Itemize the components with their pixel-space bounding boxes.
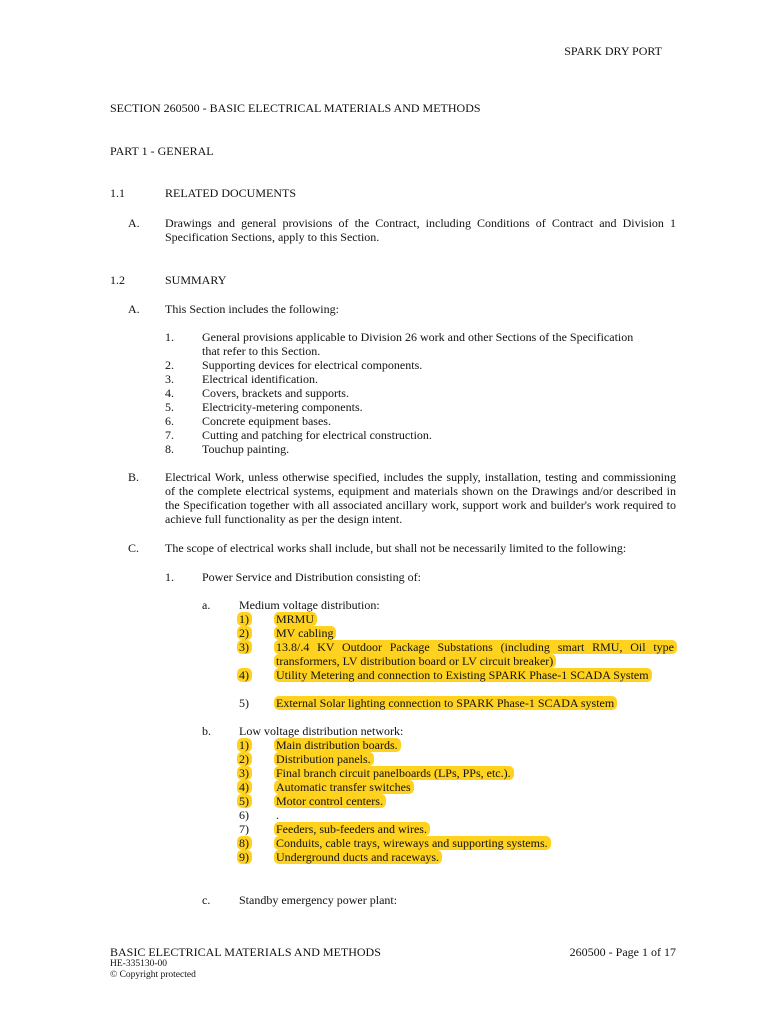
s11-a-label: A. [128, 216, 140, 230]
s12-c-text: The scope of electrical works shall include, but shall not be necessarily limited to the following: [165, 541, 627, 555]
a-title: Medium voltage distribution: [239, 598, 380, 612]
b-item: Underground ducts and raceways. [276, 850, 442, 864]
s11-a-text: Drawings and general provisions of the Contract, including Conditions of Contract and Division 1 Specification Sections, apply to this Section. [165, 216, 676, 244]
list-item-number: 2. [165, 358, 174, 372]
a-item-number: 4) [239, 668, 252, 682]
s12-a-label: A. [128, 302, 140, 316]
list-item-number: 3. [165, 372, 174, 386]
b-item-number: 3) [239, 766, 252, 780]
s11-title: RELATED DOCUMENTS [165, 186, 296, 200]
s12-c-label: C. [128, 541, 140, 555]
s12-a-text: This Section includes the following: [165, 302, 339, 316]
b-item-number: 9) [239, 850, 252, 864]
b-item-number: 6) [239, 808, 249, 822]
b-item-number: 5) [239, 794, 252, 808]
a-item: External Solar lighting connection to SPARK Phase-1 SCADA system [276, 696, 617, 710]
s12-number: 1.2 [110, 273, 125, 287]
b-item: Automatic transfer switches [276, 780, 414, 794]
b-item-number: 4) [239, 780, 252, 794]
c1-text: Power Service and Distribution consisting of: [202, 570, 421, 584]
c-label: c. [202, 893, 211, 907]
list-item: Supporting devices for electrical components. [202, 358, 423, 372]
list-item: Cutting and patching for electrical construction. [202, 428, 432, 442]
list-item-number: 6. [165, 414, 174, 428]
s11-number: 1.1 [110, 186, 125, 200]
a-item-number: 2) [239, 626, 252, 640]
list-item: Electricity-metering components. [202, 400, 363, 414]
footer-page: 260500 - Page 1 of 17 [569, 945, 676, 959]
a-item: MRMU [276, 612, 317, 626]
list-item-number: 7. [165, 428, 174, 442]
header-project: SPARK DRY PORT [564, 44, 662, 58]
a-label: a. [202, 598, 211, 612]
b-item: Motor control centers. [276, 794, 386, 808]
s12-title: SUMMARY [165, 273, 227, 287]
a-item-number: 5) [239, 696, 249, 710]
b-title: Low voltage distribution network: [239, 724, 404, 738]
list-item: Covers, brackets and supports. [202, 386, 349, 400]
list-item-number: 8. [165, 442, 174, 456]
a-item: Utility Metering and connection to Existing SPARK Phase-1 SCADA System [276, 668, 677, 682]
b-label: b. [202, 724, 211, 738]
list-item: that refer to this Section. [202, 344, 321, 358]
a-item-number: 1) [239, 612, 252, 626]
a-item: MV cabling [276, 626, 336, 640]
list-item-number: 1. [165, 330, 174, 344]
part-title: PART 1 - GENERAL [110, 144, 214, 158]
b-item: . [276, 808, 279, 822]
s12-b-label: B. [128, 470, 140, 484]
list-item-number: 5. [165, 400, 174, 414]
b-item: Final branch circuit panelboards (LPs, PPs, etc.). [276, 766, 514, 780]
list-item: General provisions applicable to Division 26 work and other Sections of the Specification [202, 330, 634, 344]
b-item-number: 8) [239, 836, 252, 850]
c1-number: 1. [165, 570, 174, 584]
a-item: 13.8/.4 KV Outdoor Package Substations (including smart RMU, Oil type transformers, LV distribution board or LV circuit breaker) [276, 640, 677, 668]
list-item-number: 4. [165, 386, 174, 400]
b-item-number: 7) [239, 822, 249, 836]
list-item: Concrete equipment bases. [202, 414, 331, 428]
a-item-number: 3) [239, 640, 252, 654]
b-item: Feeders, sub-feeders and wires. [276, 822, 430, 836]
footer-copyright: © Copyright protected [110, 970, 196, 980]
s12-b-text: Electrical Work, unless otherwise specified, includes the supply, installation, testing and commissioning of the complete electrical systems, equipment and materials shown on the Drawings and/or described in the Specification together with all associated ancillary work, support work and builder's work required to achieve full functionality as per the design intent. [165, 470, 676, 526]
b-item: Conduits, cable trays, wireways and supporting systems. [276, 836, 551, 850]
b-item-number: 2) [239, 752, 252, 766]
footer-title: BASIC ELECTRICAL MATERIALS AND METHODS [110, 945, 381, 959]
footer-doc-number: HE-335130-00 [110, 959, 167, 969]
list-item: Touchup painting. [202, 442, 290, 456]
b-item: Distribution panels. [276, 752, 374, 766]
c-title: Standby emergency power plant: [239, 893, 398, 907]
b-item-number: 1) [239, 738, 252, 752]
b-item: Main distribution boards. [276, 738, 401, 752]
list-item: Electrical identification. [202, 372, 318, 386]
section-title: SECTION 260500 - BASIC ELECTRICAL MATERIALS AND METHODS [110, 101, 481, 115]
